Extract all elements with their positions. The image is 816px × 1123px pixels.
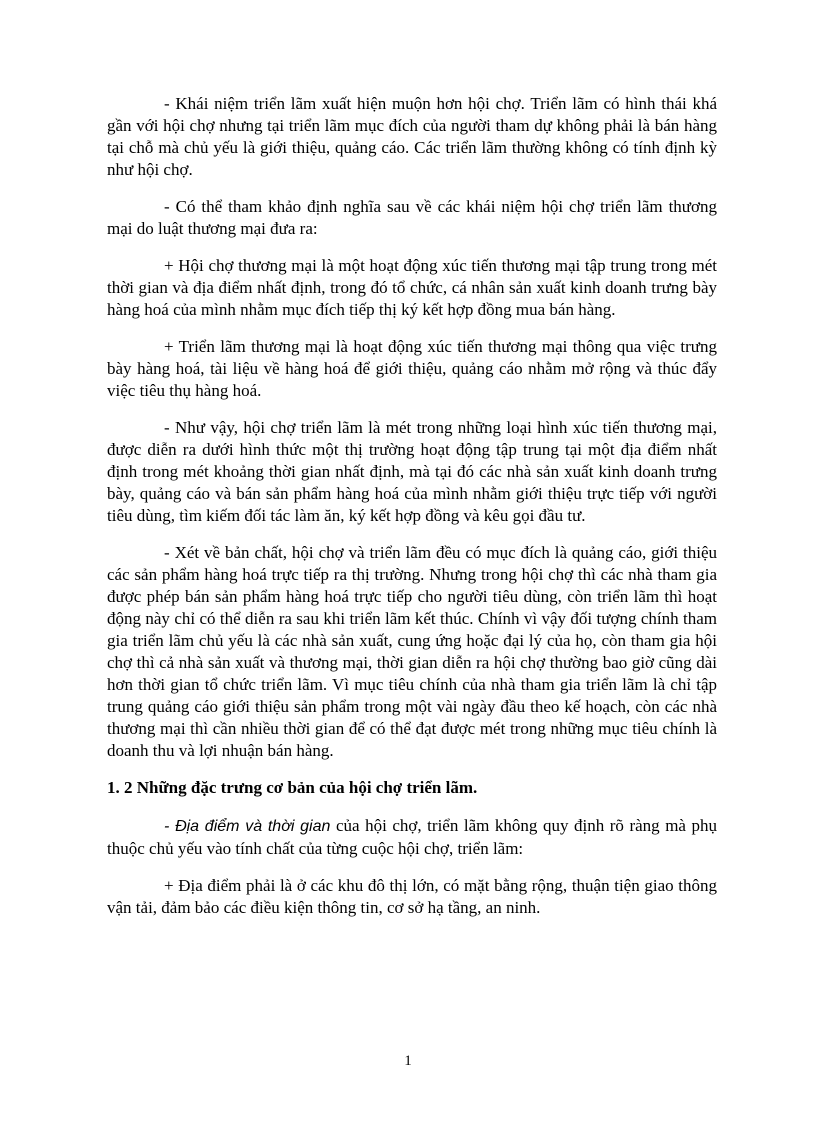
section-heading: 1. 2 Những đặc trưng cơ bản của hội chợ triển lãm.: [107, 778, 478, 797]
paragraph-fair-exhibition-summary: - Như vậy, hội chợ triển lãm là mét trong những loại hình xúc tiến thương mại, được diễn ra dưới hình thức một thị trường hoạt động tập trung tại một địa điểm nhất định trong mét khoảng thời gian nhất định, mà tại đó các nhà sản xuất kinh doanh trưng bày, quảng cáo và bán sản phẩm hàng hoá của mình nhằm giới thiệu trực tiếp với người tiêu dùng, tìm kiếm đối tác làm ăn, ký kết hợp đồng và kêu gọi đầu tư.: [107, 418, 717, 525]
paragraph-nature-comparison: - Xét về bản chất, hội chợ và triển lãm đều có mục đích là quảng cáo, giới thiệu các sản phẩm hàng hoá trực tiếp ra thị trường. Nhưng trong hội chợ thì các nhà tham gia được phép bán sản phẩm hàng hoá trực tiếp cho người tiêu dùng, còn triển lãm thì hoạt động này chỉ có thể diễn ra sau khi triển lãm kết thúc. Chính vì vậy đối tượng chính tham gia triển lãm chủ yếu là các nhà sản xuất, cung ứng hoặc đại lý của họ, còn tham gia hội chợ thì cả nhà sản xuất và thương mại, thời gian diễn ra hội chợ thường bao giờ cũng dài hơn thời gian tổ chức triển lãm. Vì mục tiêu chính của nhà tham gia triển lãm là chỉ tập trung quảng cáo giới thiệu sản phẩm trong một vài ngày đầu theo kế hoạch, còn các nhà thương mại thì cần nhiều thời gian để có thể đạt được mét trong những mục tiêu chính là doanh thu và lợi nhuận bán hàng.: [107, 543, 717, 760]
paragraph-trade-fair-definition: + Hội chợ thương mại là một hoạt động xúc tiến thương mại tập trung trong mét thời gian và địa điểm nhất định, trong đó tổ chức, cá nhân sản xuất kinh doanh trưng bày hàng hoá của mình nhằm mục đích tiếp thị ký kết hợp đồng mua bán hàng.: [107, 256, 717, 319]
paragraph-exhibition-concept: - Khái niệm triển lãm xuất hiện muộn hơn hội chợ. Triển lãm có hình thái khá gần với hội chợ nhưng tại triển lãm mục đích của người tham dự không phải là bán hàng tại chỗ mà chủ yếu là giới thiệu, quảng cáo. Các triển lãm thường không có tính định kỳ như hội chợ.: [107, 94, 717, 179]
paragraph-location-time: [107, 815, 717, 860]
location-time-italic: - Địa điểm và thời gian: [164, 818, 331, 835]
page-number: 1: [404, 1053, 412, 1069]
location-time-text: của hội chợ, triển lãm không quy định rõ ràng mà phụ thuộc chủ yếu vào tính chất của từng cuộc hội chợ, triển lãm:: [107, 816, 717, 858]
paragraph-definition-intro: - Có thể tham khảo định nghĩa sau về các khái niệm hội chợ triển lãm thương mại do luật thương mại đưa ra:: [107, 197, 717, 238]
paragraph-location-requirements: + Địa điểm phải là ở các khu đô thị lớn, có mặt bằng rộng, thuận tiện giao thông vận tải, đảm bảo các điều kiện thông tin, cơ sở hạ tầng, an ninh.: [107, 876, 717, 917]
document-body: [107, 93, 717, 919]
paragraph-trade-exhibition-definition: + Triển lãm thương mại là hoạt động xúc tiến thương mại thông qua việc trưng bày hàng hoá, tài liệu về hàng hoá để giới thiệu, quảng cáo nhằm mở rộng và thúc đẩy việc tiêu thụ hàng hoá.: [107, 337, 717, 400]
